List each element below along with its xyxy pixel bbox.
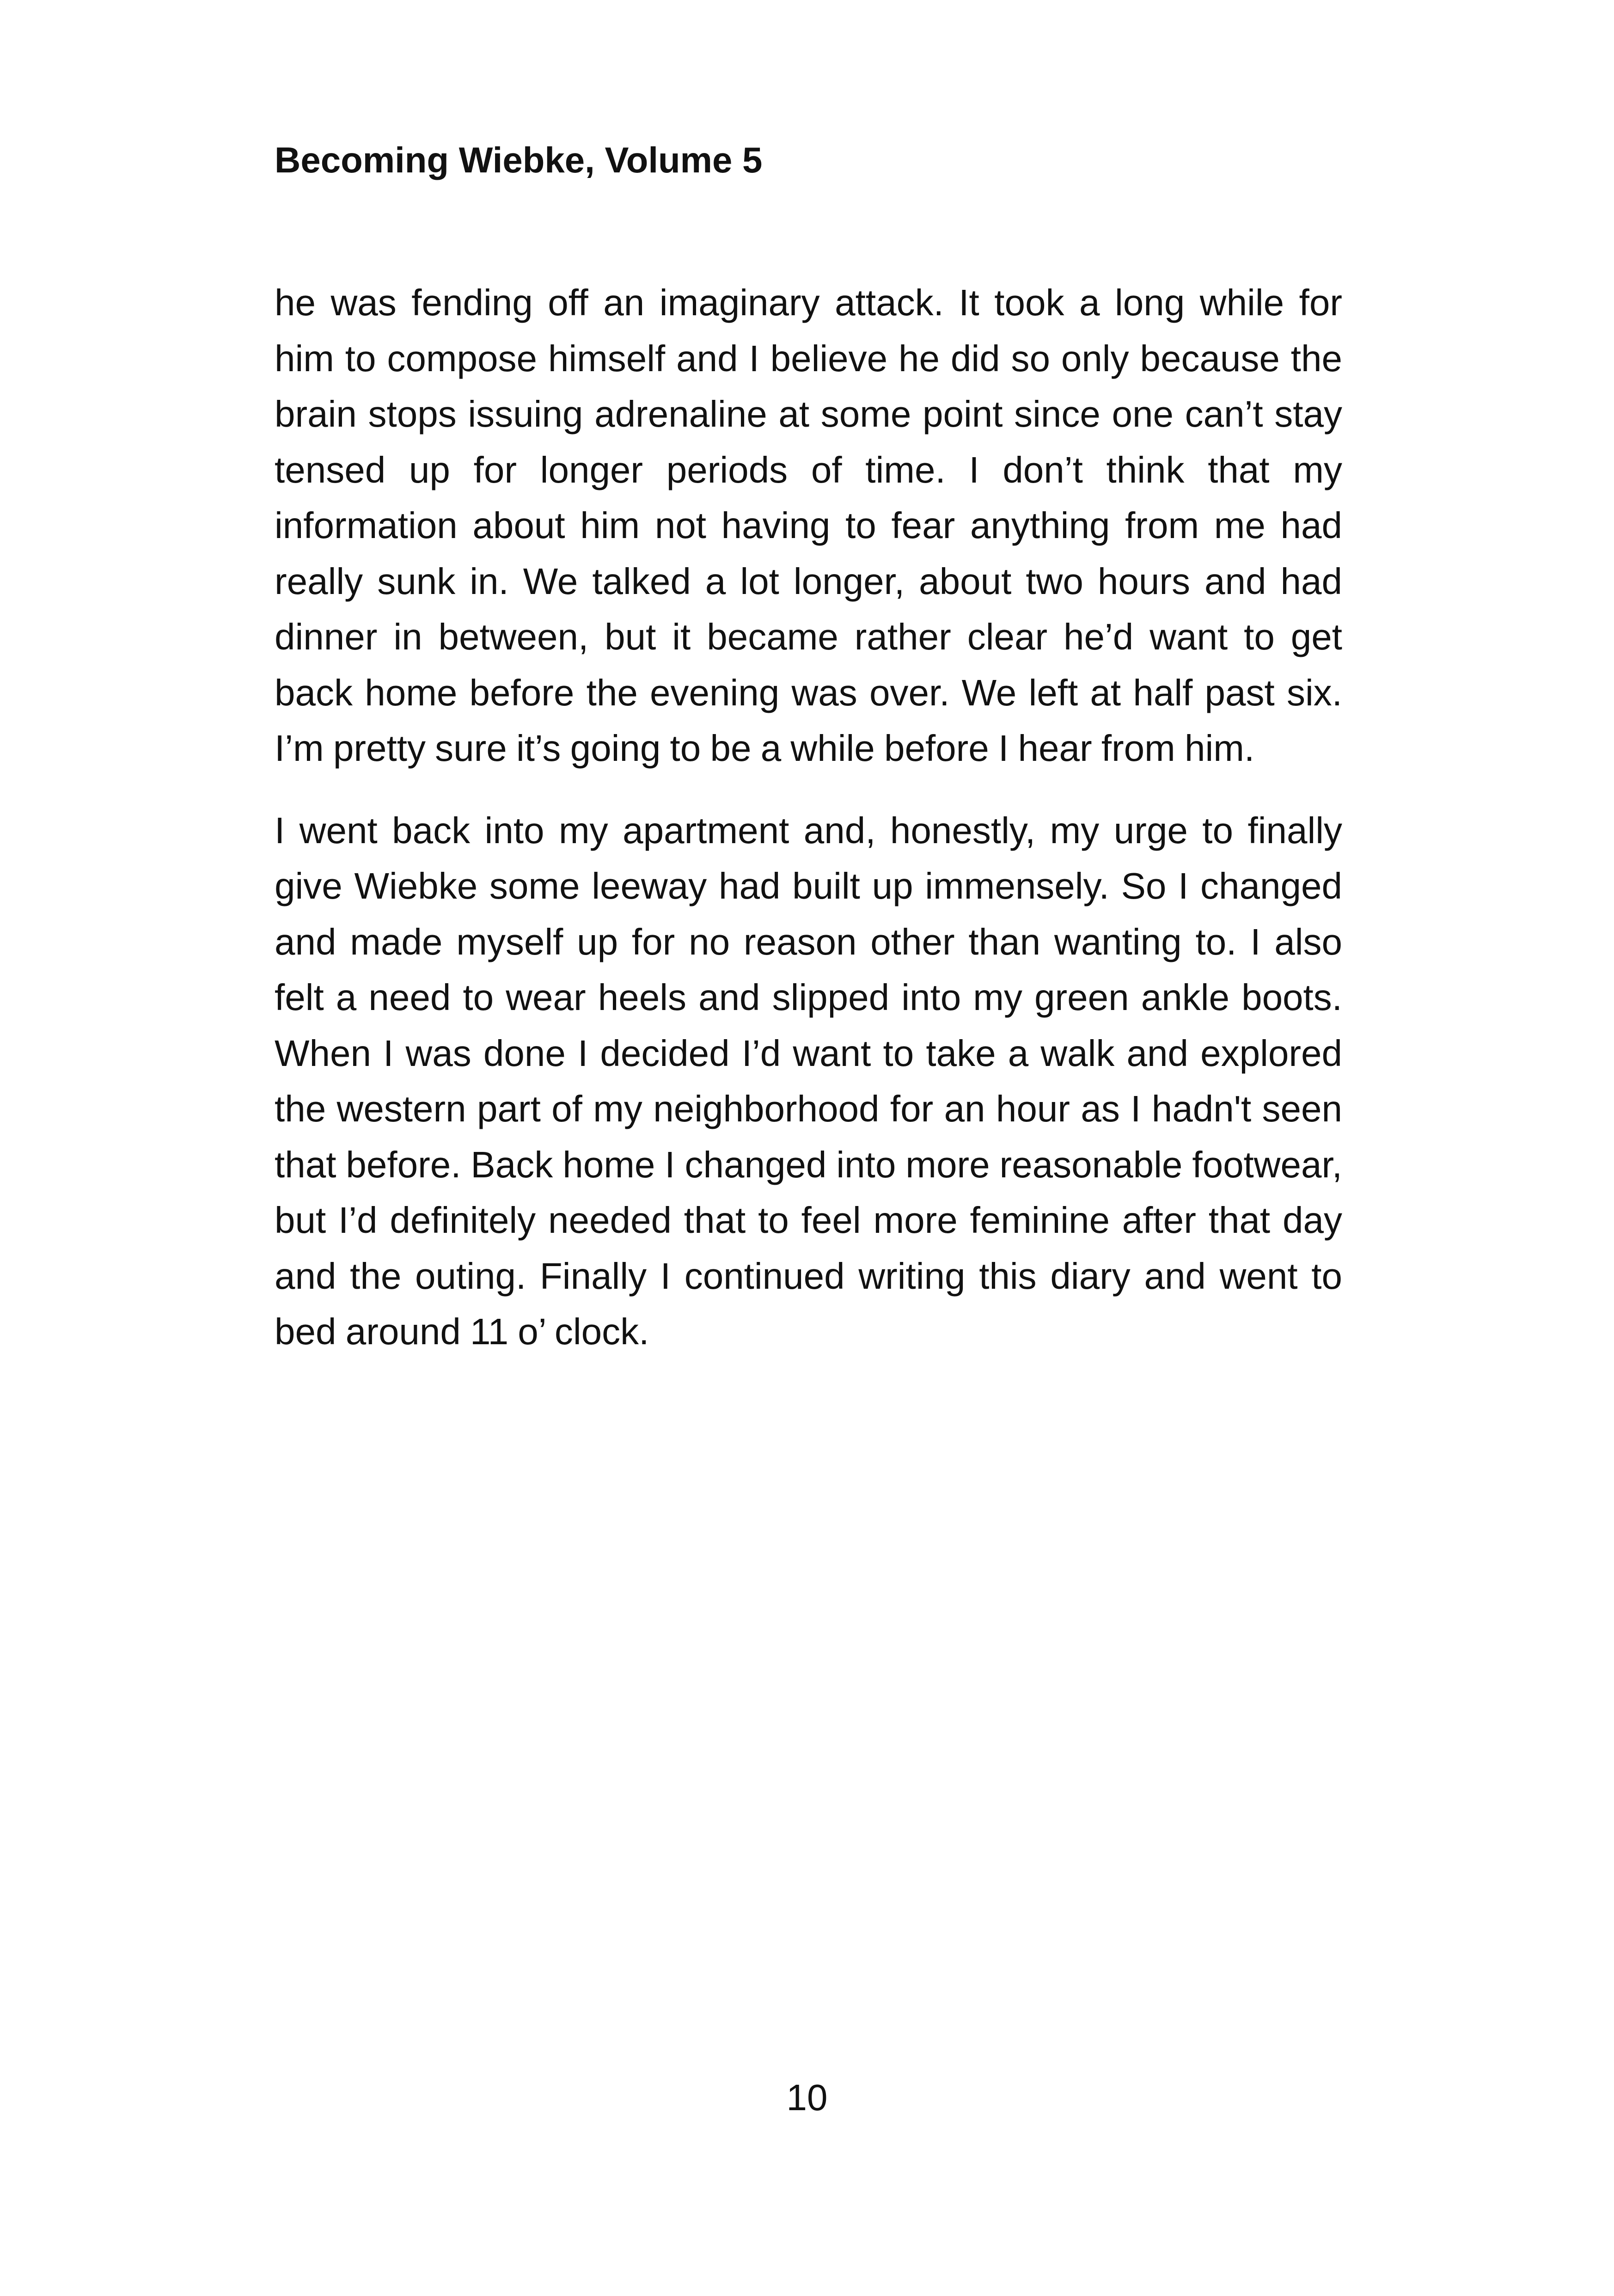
body-text: [275, 275, 1342, 1386]
page-number: 10: [786, 2077, 828, 2118]
paragraph-2: I went back into my apartment and, honestly, my urge to finally give Wiebke some leeway had built up immensely. So I changed and made myself up for no reason other than wanting to. I also felt a need to wear heels and slipped into my green ankle boots. When I was done I decided I’d want to take a walk and explored the western part of my neighborhood for an hour as I hadn't seen that before. Back home I changed into more reasonable footwear, but I’d definitely needed that to feel more feminine after that day and the outing. Finally I continued writing this diary and went to bed around 11 o’ clock.: [275, 809, 1342, 1352]
running-head-title: Becoming Wiebke, Volume 5: [275, 140, 763, 180]
paragraph-1: he was fending off an imaginary attack. It took a long while for him to compose himself and I believe he did so only because the brain stops issuing adrenaline at some point since one can’t stay tensed up for longer periods of time. I don’t think that my information about him not having to fear anything from me had really sunk in. We talked a lot longer, about two hours and had dinner in between, but it became rather clear he’d want to get back home before the evening was over. We left at half past six. I’m pretty sure it’s going to be a while before I hear from him.: [275, 282, 1342, 769]
